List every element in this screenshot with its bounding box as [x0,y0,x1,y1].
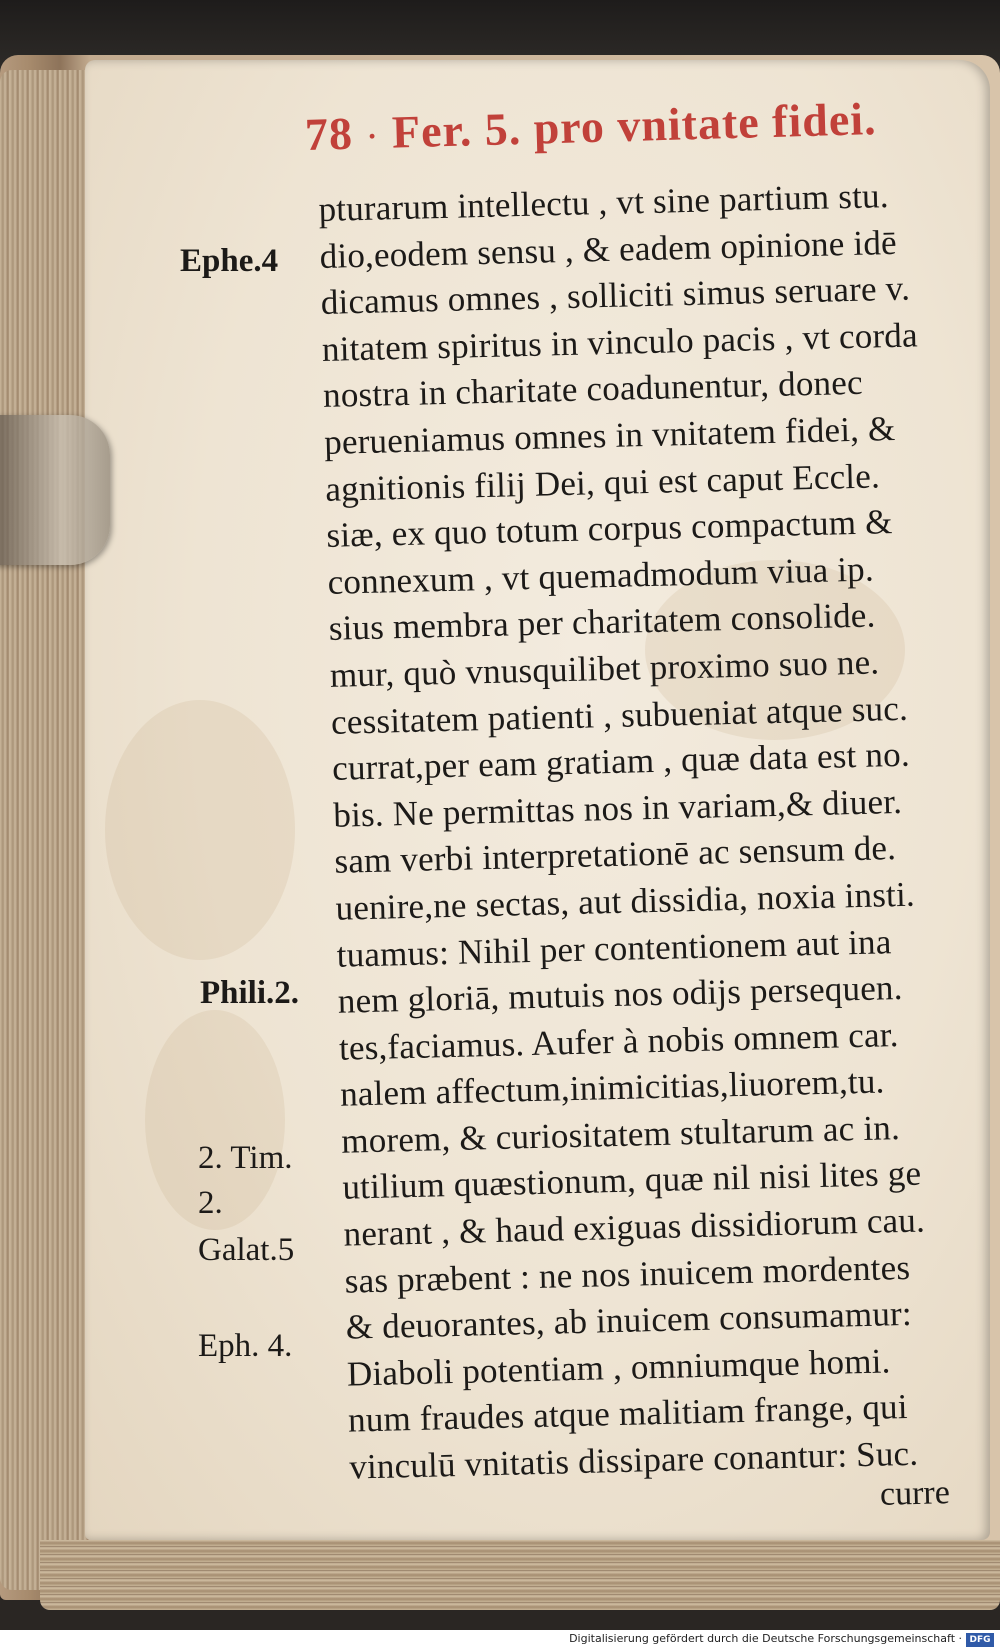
text-line: vinculū vnitatis dissipare conantur: Suc. [348,1433,919,1487]
margin-note-ephe: Ephe.4 [180,243,279,279]
header-separator: · [366,120,379,154]
text-line: num fraudes atque malitiam frange, qui [347,1387,909,1441]
text-line: nalem affectum,inimicitias,liuorem,tu. [339,1061,885,1115]
text-line: tuamus: Nihil per contentionem aut ina [336,921,892,975]
margin-note-eph: Eph. 4. [198,1328,293,1364]
catchword: curre [879,1474,951,1513]
text-line: uenire,ne sectas, aut dissidia, noxia insti. [335,874,916,928]
text-line: nostra in charitate coadunentur, donec [322,363,864,416]
text-line: connexum , vt quemadmodum viua ip. [327,549,875,602]
margin-note-phili: Phili.2. [200,975,300,1011]
text-line: perueniamus omnes in vnitatem fidei, & [323,408,896,462]
margin-note-galat: Galat.5 [198,1232,295,1268]
text-line: siæ, ex quo totum corpus compactum & [326,502,893,556]
text-line: mur, quò vnusquilibet proximo suo ne. [329,642,880,695]
text-line: utilium quæstionum, quæ nil nisi lites ge [341,1154,922,1208]
dfg-logo: DFG [966,1633,994,1647]
text-line: sas præbent : ne nos inuicem mordentes [344,1247,911,1301]
text-line: dicamus omnes , solliciti simus seruare v. [320,268,911,323]
page-tab-marker [0,415,110,565]
text-line: Diaboli potentiam , omniumque homi. [346,1341,891,1394]
text-line: pturarum intellectu , vt sine partium stu. [318,176,890,229]
text-line: sius membra per charitatem consolide. [328,595,876,649]
text-line: nitatem spiritus in vinculo pacis , vt corda [321,315,919,369]
text-line: currat,per eam gratiam , quæ data est no. [331,734,911,788]
body-text [318,171,990,1491]
text-line: & deuorantes, ab inuicem consumamur: [345,1294,913,1347]
margin-note-tim: 2. Tim. [198,1140,293,1176]
page-bottom-edge [40,1540,1000,1610]
text-line: agnitionis filij Dei, qui est caput Eccle. [324,455,881,509]
paper-stain [105,700,295,960]
text-line: sam verbi interpretationē ac sensum de. [334,828,897,882]
running-title: Fer. 5. pro vnitate fidei. [391,93,878,158]
page-number: 78 [304,107,354,160]
text-line: tes,faciamus. Aufer à nobis omnem car. [338,1014,900,1068]
margin-note-tim-chapter: 2. [198,1185,223,1221]
digitization-credit: Digitalisierung gefördert durch die Deutsche Forschungsgemeinschaft · [569,1632,962,1645]
text-line: cessitatem patienti , subueniat atque suc. [330,688,909,742]
text-line: nem gloriā, mutuis nos odijs persequen. [337,968,904,1021]
text-line: dio,eodem sensu , & eadem opinione idē [319,222,898,276]
text-line: bis. Ne permittas nos in variam,& diuer. [332,781,903,835]
text-line: morem, & curiositatem stultarum ac in. [340,1107,901,1161]
text-line: nerant , & haud exiguas dissidiorum cau. [343,1200,926,1254]
